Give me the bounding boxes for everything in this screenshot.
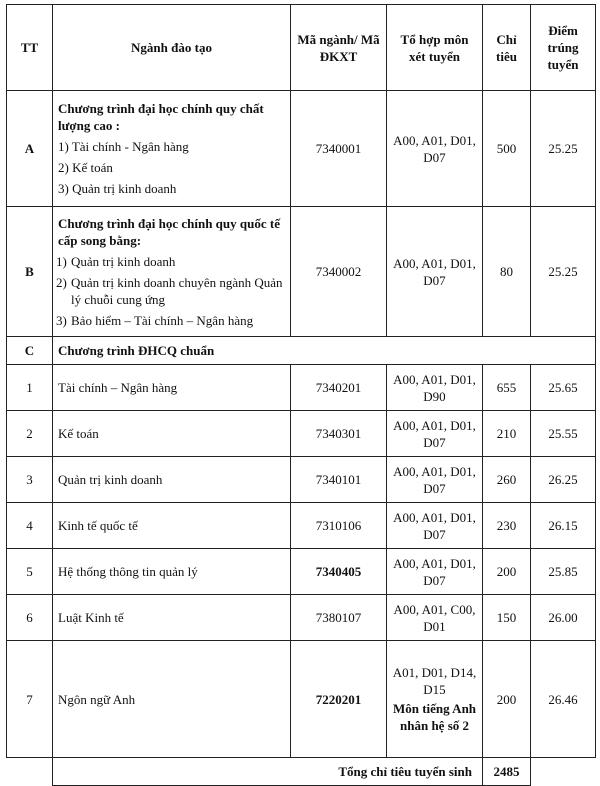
row-nganh: Ngôn ngữ Anh (53, 641, 291, 758)
header-chitieu: Chỉ tiêu (483, 5, 531, 91)
row-diem: 26.00 (531, 595, 596, 641)
row-7-tohop-codes: A01, D01, D14, D15 (392, 665, 477, 697)
total-spacer-right (531, 758, 596, 786)
group-b-item-num: 3) (56, 312, 67, 328)
row-chitieu: 230 (483, 503, 531, 549)
group-b-item-num: 1) (56, 253, 67, 269)
group-b-ma: 7340002 (291, 207, 387, 337)
row-tt: 1 (7, 365, 53, 411)
header-tt: TT (7, 5, 53, 91)
total-spacer (7, 758, 53, 786)
row-chitieu: 260 (483, 457, 531, 503)
group-a-tt: A (7, 91, 53, 207)
row-chitieu: 655 (483, 365, 531, 411)
total-row (7, 758, 596, 786)
group-c-tt: C (7, 337, 53, 365)
row-nganh: Hệ thống thông tin quản lý (53, 549, 291, 595)
group-b-item-num: 2) (56, 274, 67, 290)
group-a-item: 3) Quản trị kinh doanh (58, 181, 177, 196)
row-diem: 25.55 (531, 411, 596, 457)
row-ma: 7340201 (291, 365, 387, 411)
row-tohop (387, 641, 483, 758)
group-b-tohop: A00, A01, D01, D07 (387, 207, 483, 337)
row-nganh: Kế toán (53, 411, 291, 457)
row-ma: 7220201 (291, 641, 387, 758)
group-a-diem: 25.25 (531, 91, 596, 207)
table-row (7, 365, 596, 411)
row-nganh: Tài chính – Ngân hàng (53, 365, 291, 411)
group-a-chitieu: 500 (483, 91, 531, 207)
group-a-tohop: A00, A01, D01, D07 (387, 91, 483, 207)
group-a-item: 2) Kế toán (58, 160, 113, 175)
table-row (7, 595, 596, 641)
row-nganh: Kinh tế quốc tế (53, 503, 291, 549)
header-row (7, 5, 596, 91)
row-tohop: A00, A01, C00, D01 (387, 595, 483, 641)
group-b-program (53, 207, 291, 337)
row-diem: 26.15 (531, 503, 596, 549)
row-chitieu: 210 (483, 411, 531, 457)
total-value: 2485 (483, 758, 531, 786)
group-a-row (7, 91, 596, 207)
row-tt: 3 (7, 457, 53, 503)
row-tohop: A00, A01, D01, D07 (387, 503, 483, 549)
header-nganh: Ngành đào tạo (53, 5, 291, 91)
row-ma: 7340101 (291, 457, 387, 503)
group-b-item-text: Quản trị kinh doanh chuyên ngành Quản lý chuỗi cung ứng (71, 274, 283, 307)
row-diem: 26.25 (531, 457, 596, 503)
row-tt: 5 (7, 549, 53, 595)
group-c-row (7, 337, 596, 365)
table-row (7, 411, 596, 457)
row-tohop: A00, A01, D01, D07 (387, 411, 483, 457)
table-row (7, 549, 596, 595)
group-a-ma: 7340001 (291, 91, 387, 207)
row-tt: 6 (7, 595, 53, 641)
table-row (7, 503, 596, 549)
group-b-chitieu: 80 (483, 207, 531, 337)
group-b-item (56, 253, 285, 270)
group-b-title: Chương trình đại học chính quy quốc tế cấp song bằng: (58, 215, 280, 248)
group-b-item-text: Bảo hiểm – Tài chính – Ngân hàng (71, 312, 254, 328)
row-ma: 7380107 (291, 595, 387, 641)
row-tohop: A00, A01, D01, D90 (387, 365, 483, 411)
row-ma: 7340301 (291, 411, 387, 457)
row-7-tohop-note: Môn tiếng Anh nhân hệ số 2 (392, 701, 477, 733)
row-nganh: Luật Kinh tế (53, 595, 291, 641)
row-ma: 7340405 (291, 549, 387, 595)
admission-table (6, 4, 596, 786)
group-b-item (56, 312, 285, 329)
table-row-7 (7, 641, 596, 758)
row-chitieu: 200 (483, 641, 531, 758)
row-diem: 25.85 (531, 549, 596, 595)
group-a-item: 1) Tài chính - Ngân hàng (58, 139, 189, 154)
group-a-title: Chương trình đại học chính quy chất lượng cao : (58, 101, 264, 133)
row-diem: 25.65 (531, 365, 596, 411)
group-b-diem: 25.25 (531, 207, 596, 337)
group-b-row (7, 207, 596, 337)
header-ma: Mã ngành/ Mã ĐKXT (291, 5, 387, 91)
group-b-tt: B (7, 207, 53, 337)
header-tohop: Tổ hợp môn xét tuyển (387, 5, 483, 91)
row-tt: 4 (7, 503, 53, 549)
table-row (7, 457, 596, 503)
row-tt: 7 (7, 641, 53, 758)
row-tt: 2 (7, 411, 53, 457)
group-c-title: Chương trình ĐHCQ chuẩn (53, 337, 596, 365)
row-tohop: A00, A01, D01, D07 (387, 457, 483, 503)
row-diem: 26.46 (531, 641, 596, 758)
group-b-item-text: Quản trị kinh doanh (71, 253, 176, 269)
total-label: Tổng chỉ tiêu tuyển sinh (53, 758, 483, 786)
group-b-item (56, 274, 285, 308)
row-chitieu: 200 (483, 549, 531, 595)
row-ma: 7310106 (291, 503, 387, 549)
row-nganh: Quản trị kinh doanh (53, 457, 291, 503)
row-tohop: A00, A01, D01, D07 (387, 549, 483, 595)
row-chitieu: 150 (483, 595, 531, 641)
group-a-program (53, 91, 291, 207)
header-diem: Điểm trúng tuyển (531, 5, 596, 91)
